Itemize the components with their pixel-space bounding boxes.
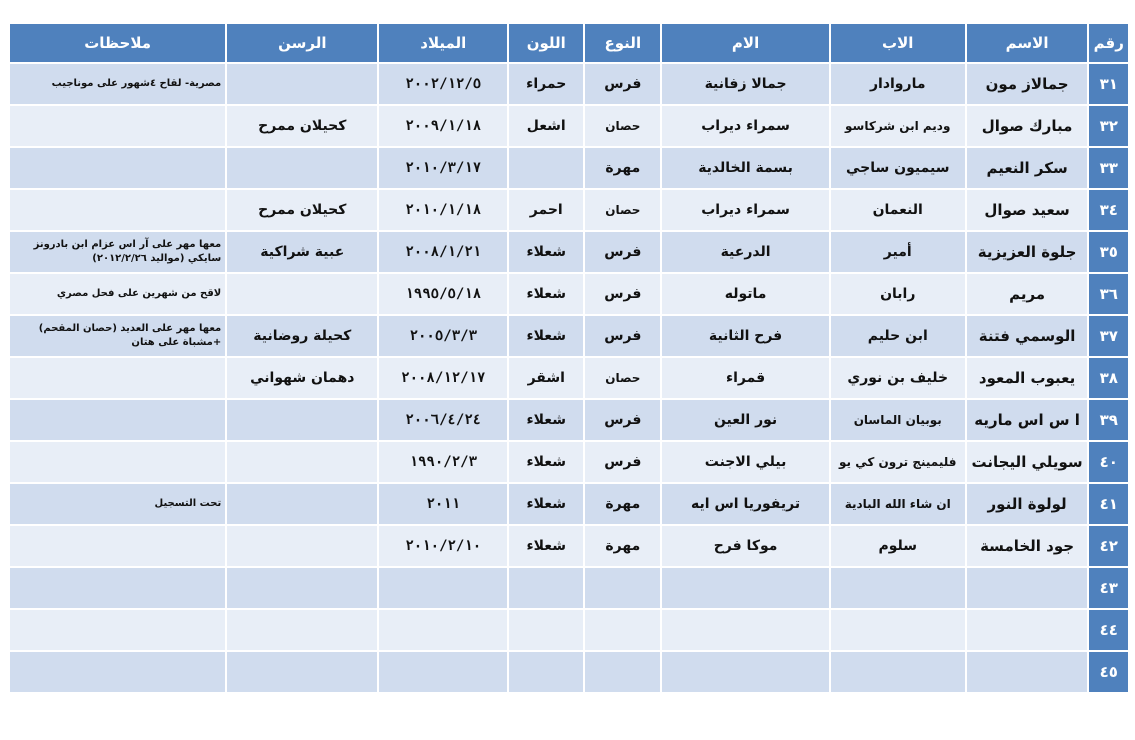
cell-type: فرس [585, 274, 660, 314]
cell-father: النعمان [831, 190, 965, 230]
cell-strain [227, 64, 377, 104]
cell-color [509, 610, 583, 650]
cell-strain [227, 610, 377, 650]
cell-notes [10, 568, 225, 608]
cell-mother: سمراء ديراب [662, 106, 828, 146]
cell-name: سويلي اليجانت [967, 442, 1088, 482]
table-row [10, 442, 1128, 482]
cell-notes: لاقح من شهرين على فحل مصري [10, 274, 225, 314]
cell-number: ٤٢ [1089, 526, 1128, 566]
table-row [10, 484, 1128, 524]
cell-father: ابن حليم [831, 316, 965, 356]
cell-name [967, 610, 1088, 650]
cell-type: فرس [585, 316, 660, 356]
cell-type: فرس [585, 232, 660, 272]
cell-notes [10, 106, 225, 146]
cell-birth: ٢٠١٠/١/١٨ [379, 190, 507, 230]
cell-color: شعلاء [509, 316, 583, 356]
cell-color [509, 148, 583, 188]
cell-name: ا س اس ماريه [967, 400, 1088, 440]
cell-color: احمر [509, 190, 583, 230]
cell-strain: كحيلان ممرح [227, 106, 377, 146]
horses-table [8, 22, 1130, 694]
cell-type: فرس [585, 442, 660, 482]
cell-type [585, 610, 660, 650]
cell-birth: ٢٠٠٥/٣/٣ [379, 316, 507, 356]
cell-type [585, 652, 660, 692]
cell-mother: سمراء ديراب [662, 190, 828, 230]
cell-notes: مصرية- لقاح ٤شهور على موناجيب [10, 64, 225, 104]
cell-color [509, 568, 583, 608]
cell-name: جود الخامسة [967, 526, 1088, 566]
col-header-color: اللون [509, 24, 583, 62]
header-row [10, 24, 1128, 62]
table-row [10, 106, 1128, 146]
cell-father: سيميون ساجي [831, 148, 965, 188]
cell-father: رابان [831, 274, 965, 314]
table-row [10, 316, 1128, 356]
cell-father [831, 568, 965, 608]
cell-mother: قمراء [662, 358, 828, 398]
cell-mother: نور العين [662, 400, 828, 440]
table-row [10, 232, 1128, 272]
cell-birth: ٢٠٠٢/١٢/٥ [379, 64, 507, 104]
table-row [10, 652, 1128, 692]
col-header-strain: الرسن [227, 24, 377, 62]
cell-type: مهرة [585, 484, 660, 524]
cell-mother [662, 652, 828, 692]
cell-number: ٤٤ [1089, 610, 1128, 650]
cell-number: ٣٨ [1089, 358, 1128, 398]
cell-mother: الدرعية [662, 232, 828, 272]
cell-color: شعلاء [509, 400, 583, 440]
col-header-father: الاب [831, 24, 965, 62]
cell-strain: كحيلان ممرح [227, 190, 377, 230]
table-row [10, 568, 1128, 608]
cell-number: ٣٧ [1089, 316, 1128, 356]
cell-type: مهرة [585, 526, 660, 566]
cell-number: ٤٥ [1089, 652, 1128, 692]
cell-type [585, 568, 660, 608]
cell-birth: ١٩٩٠/٢/٣ [379, 442, 507, 482]
cell-father: فليمينج ترون كي يو [831, 442, 965, 482]
cell-notes [10, 148, 225, 188]
cell-father: سلوم [831, 526, 965, 566]
cell-type: حصان [585, 358, 660, 398]
cell-birth [379, 568, 507, 608]
cell-birth: ٢٠١٠/٣/١٧ [379, 148, 507, 188]
table-row [10, 526, 1128, 566]
cell-strain: كحيلة روضانية [227, 316, 377, 356]
cell-father: ماروادار [831, 64, 965, 104]
cell-father: أمير [831, 232, 965, 272]
cell-notes: معها مهر على آر اس عزام ابن بادرونز سايكي (مواليد ٢٠١٢/٢/٢٦) [10, 232, 225, 272]
cell-birth: ٢٠٠٩/١/١٨ [379, 106, 507, 146]
cell-father: ان شاء الله البادية [831, 484, 965, 524]
cell-name: سكر النعيم [967, 148, 1088, 188]
cell-notes [10, 442, 225, 482]
cell-father: بوبيان الماسان [831, 400, 965, 440]
cell-mother [662, 610, 828, 650]
cell-strain [227, 652, 377, 692]
cell-type: حصان [585, 190, 660, 230]
col-header-birth: الميلاد [379, 24, 507, 62]
cell-number: ٣٥ [1089, 232, 1128, 272]
cell-color: شعلاء [509, 232, 583, 272]
cell-birth: ١٩٩٥/٥/١٨ [379, 274, 507, 314]
col-header-name: الاسم [967, 24, 1088, 62]
table-row [10, 400, 1128, 440]
table-row [10, 274, 1128, 314]
cell-type: فرس [585, 400, 660, 440]
cell-name [967, 568, 1088, 608]
table-row [10, 148, 1128, 188]
cell-number: ٣٤ [1089, 190, 1128, 230]
cell-name [967, 652, 1088, 692]
cell-strain [227, 484, 377, 524]
cell-birth [379, 610, 507, 650]
cell-type: فرس [585, 64, 660, 104]
cell-notes [10, 400, 225, 440]
cell-notes [10, 610, 225, 650]
cell-mother: فرح الثانية [662, 316, 828, 356]
cell-number: ٣٦ [1089, 274, 1128, 314]
cell-type: مهرة [585, 148, 660, 188]
col-header-number: رقم [1089, 24, 1128, 62]
cell-color: اشعل [509, 106, 583, 146]
cell-number: ٤٠ [1089, 442, 1128, 482]
col-header-notes: ملاحظات [10, 24, 225, 62]
cell-strain [227, 148, 377, 188]
cell-strain [227, 442, 377, 482]
cell-birth: ٢٠٠٨/١٢/١٧ [379, 358, 507, 398]
cell-name: سعيد صوال [967, 190, 1088, 230]
cell-notes [10, 652, 225, 692]
cell-number: ٣٢ [1089, 106, 1128, 146]
cell-strain [227, 568, 377, 608]
cell-number: ٣١ [1089, 64, 1128, 104]
cell-number: ٣٣ [1089, 148, 1128, 188]
cell-strain: عبية شراكية [227, 232, 377, 272]
cell-birth: ٢٠٠٨/١/٢١ [379, 232, 507, 272]
cell-name: لولوة النور [967, 484, 1088, 524]
cell-notes [10, 358, 225, 398]
cell-name: مبارك صوال [967, 106, 1088, 146]
cell-strain [227, 274, 377, 314]
table-row [10, 610, 1128, 650]
cell-notes [10, 190, 225, 230]
cell-notes: معها مهر على العديد (حصان المقحم) +مشباة على هتان [10, 316, 225, 356]
cell-birth: ٢٠١٠/٢/١٠ [379, 526, 507, 566]
cell-strain [227, 400, 377, 440]
cell-color: اشقر [509, 358, 583, 398]
col-header-type: النوع [585, 24, 660, 62]
cell-color: شعلاء [509, 442, 583, 482]
table-row [10, 190, 1128, 230]
cell-number: ٣٩ [1089, 400, 1128, 440]
cell-birth: ٢٠١١ [379, 484, 507, 524]
table-row [10, 64, 1128, 104]
cell-mother: ماتوله [662, 274, 828, 314]
cell-name: يعبوب المعود [967, 358, 1088, 398]
cell-notes [10, 526, 225, 566]
cell-strain: دهمان شهواني [227, 358, 377, 398]
cell-name: جلوة العزيزية [967, 232, 1088, 272]
cell-birth [379, 652, 507, 692]
cell-strain [227, 526, 377, 566]
cell-color: حمراء [509, 64, 583, 104]
cell-father [831, 610, 965, 650]
cell-color [509, 652, 583, 692]
cell-mother: بيلي الاجنت [662, 442, 828, 482]
table-body [10, 64, 1128, 692]
cell-color: شعلاء [509, 484, 583, 524]
cell-mother: بسمة الخالدية [662, 148, 828, 188]
cell-mother: جمالا زفانية [662, 64, 828, 104]
cell-mother: موكا فرح [662, 526, 828, 566]
cell-color: شعلاء [509, 274, 583, 314]
table-row [10, 358, 1128, 398]
cell-number: ٤١ [1089, 484, 1128, 524]
cell-name: الوسمي فتنة [967, 316, 1088, 356]
col-header-mother: الام [662, 24, 828, 62]
cell-father: وديم ابن شركاسو [831, 106, 965, 146]
cell-mother [662, 568, 828, 608]
cell-father [831, 652, 965, 692]
cell-name: جمالاز مون [967, 64, 1088, 104]
cell-birth: ٢٠٠٦/٤/٢٤ [379, 400, 507, 440]
cell-mother: تريفوريا اس ايه [662, 484, 828, 524]
cell-name: مريم [967, 274, 1088, 314]
cell-father: خليف بن نوري [831, 358, 965, 398]
cell-type: حصان [585, 106, 660, 146]
cell-notes: تحت التسجيل [10, 484, 225, 524]
cell-color: شعلاء [509, 526, 583, 566]
cell-number: ٤٣ [1089, 568, 1128, 608]
